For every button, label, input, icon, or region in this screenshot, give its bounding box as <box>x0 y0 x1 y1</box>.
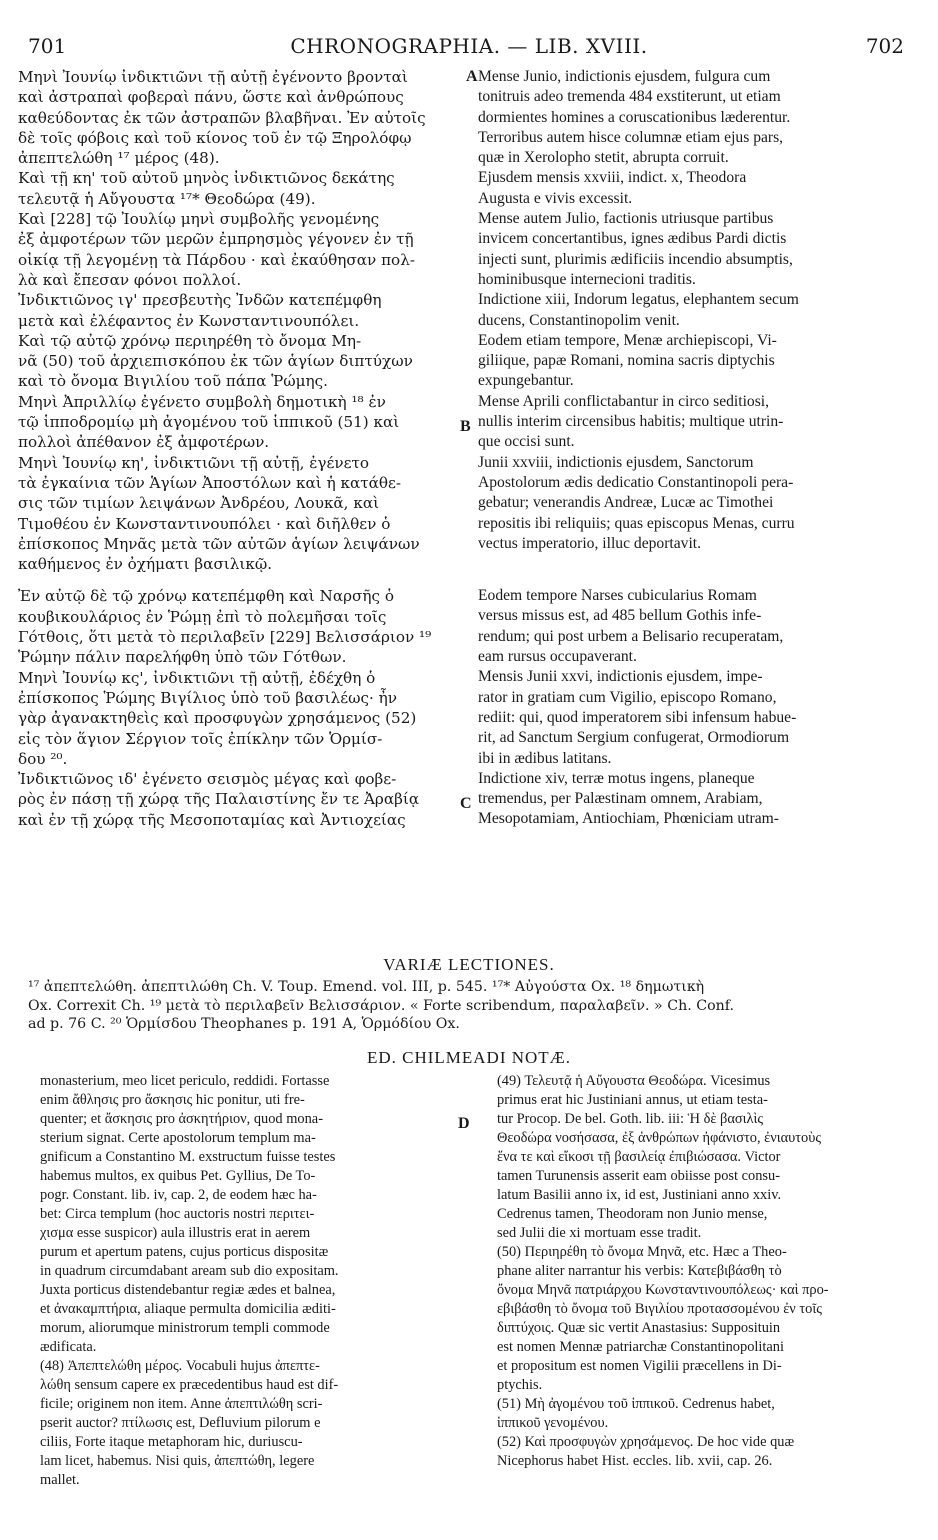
greek-line: Ἰνδικτιῶνος ιδ' ἐγένετο σεισμὸς μέγας καὶ φοβε- <box>18 770 397 789</box>
note-line: latum Basilii anno ix, id est, Justiniani anno xxiv. <box>497 1187 782 1203</box>
note-line: purum et apertum patens, cujus porticus dispositæ <box>40 1244 329 1260</box>
note-line: Θεοδώρα νοσήσασα, ἐξ ἀνθρώπων ἠφάνιστο, ἐνιαυτοὺς <box>497 1130 822 1146</box>
latin-line: nullis interim circensibus habitis; multique utrin- <box>478 413 784 431</box>
running-header <box>0 34 938 60</box>
note-line: sterium signat. Certe apostolorum templum ma- <box>40 1130 316 1146</box>
greek-line: ἀπεπτελώθη ¹⁷ μέρος (48). <box>18 149 220 168</box>
variant-line: ¹⁷ ἀπεπτελώθη. ἀπεπτιλώθη Ch. V. Toup. Emend. vol. III, p. 545. ¹⁷* Αὐγούστα Ox. ¹⁸ δημωτικὴ <box>28 979 705 995</box>
greek-text-column <box>18 67 472 830</box>
note-line: εβιβάσθη τὸ ὄνομα τοῦ Βιγιλίου προτασσομένου ἐν τοῖς <box>497 1301 822 1317</box>
latin-line: Mense Junio, indictionis ejusdem, fulgura cum <box>478 68 771 85</box>
notes-right-column <box>497 1072 917 1471</box>
greek-line: Μηνὶ Ἰουνίῳ κς', ἰνδικτιῶνι τῇ αὐτῇ, ἐδέχθη ὁ <box>18 668 376 687</box>
latin-line: Mensis Junii xxvi, indictionis ejusdem, impe- <box>478 668 763 686</box>
latin-line: expungebantur. <box>478 372 574 390</box>
variae-lectiones <box>28 978 918 1034</box>
latin-text-column <box>478 67 916 830</box>
latin-line: rator in gratiam cum Vigilio, episcopo Romano, <box>478 688 777 706</box>
note-line: monasterium, meo licet periculo, reddidi. Fortasse <box>40 1073 330 1089</box>
note-line: pogr. Constant. lib. iv, cap. 2, de eodem hæc ha- <box>40 1187 317 1203</box>
note-line: pserit auctor? πτίλωσις est, Defluvium pilorum e <box>40 1415 321 1431</box>
latin-line: Ejusdem mensis xxviii, indict. x, Theodora <box>478 169 747 187</box>
latin-line: ibi in ædibus latitans. <box>478 749 612 767</box>
greek-line: καὶ ἀστραπαὶ φοβεραὶ πάνυ, ὥστε καὶ ἀνθρώπους <box>18 88 404 107</box>
latin-line: Apostolorum ædis dedicatio Constantinopoli pera- <box>478 473 794 491</box>
greek-line: Ἐν αὐτῷ δὲ τῷ χρόνῳ κατεπέμφθη καὶ Ναρσῆς ὁ <box>18 587 394 606</box>
greek-line: καθήμενος ἐν ὀχήματι βασιλικῷ. <box>18 555 273 574</box>
greek-line: δου ²⁰. <box>18 749 68 768</box>
greek-line: γὰρ ἀγανακτηθεὶς καὶ προσφυγὼν χρησάμενος (52) <box>18 709 417 728</box>
latin-line: tonitruis adeo tremenda 484 exstiterunt, ut etiam <box>478 88 781 106</box>
greek-line: σις τῶν τιμίων λειψάνων Ἀνδρέου, Λουκᾶ, καὶ <box>18 494 380 513</box>
margin-marker-c: C <box>460 795 472 812</box>
greek-line: πολλοὶ ἀπέθανον ἐξ ἀμφοτέρων. <box>18 433 270 452</box>
note-line: ἕνα τε καὶ εἴκοσι τῇ βασιλείᾳ ἐπιβιώσασα. Victor <box>497 1149 781 1165</box>
greek-line: τελευτᾷ ἡ Αὔγουστα ¹⁷* Θεοδώρα (49). <box>18 189 316 208</box>
greek-line: νᾶ (50) τοῦ ἀρχιεπισκόπου ἐκ τῶν ἁγίων διπτύχων <box>18 352 413 371</box>
latin-line: hominibusque internecioni traditis. <box>478 270 696 288</box>
greek-line: ἐπίσκοπος Μηνᾶς μετὰ τῶν αὐτῶν ἁγίων λειψάνων <box>18 534 420 553</box>
latin-line: repositis ibi reliquiis; quas episcopus Menas, curru <box>478 514 795 532</box>
greek-line: Γότθοις, ὅτι μετὰ τὸ περιλαβεῖν [229] Βελισσάριον ¹⁹ <box>18 628 432 647</box>
margin-marker-d: D <box>458 1115 470 1132</box>
note-line: (52) Καὶ προσφυγὼν χρησάμενος. De hoc vide quæ <box>497 1434 795 1450</box>
latin-line: rit, ad Sanctum Sergium confugerat, Ormodiorum <box>478 729 790 747</box>
latin-line: Augusta e vivis excessit. <box>478 189 633 207</box>
note-line: (51) Μὴ ἀγομένου τοῦ ἱππικοῦ. Cedrenus habet, <box>497 1396 775 1412</box>
latin-line: Mense autem Julio, factionis utriusque partibus <box>478 210 774 228</box>
latin-line: Eodem etiam tempore, Menæ archiepiscopi, Vi- <box>478 331 777 349</box>
latin-line: Mesopotamiam, Antiochiam, Phœniciam utram- <box>478 810 779 828</box>
notae-heading: ED. CHILMEADI NOTÆ. <box>366 1048 572 1067</box>
note-line: mallet. <box>40 1472 80 1488</box>
greek-line: Ἰνδικτιῶνος ιγ' πρεσβευτὴς Ἰνδῶν κατεπέμφθη <box>18 291 382 310</box>
note-line: ὄνομα Μηνᾶ πατριάρχου Κωνσταντινουπόλεως· καὶ προ- <box>497 1282 829 1298</box>
greek-line: τῷ ἱπποδρομίῳ μὴ ἀγομένου τοῦ ἱππικοῦ (51) καὶ <box>18 413 400 432</box>
greek-line: Μηνὶ Ἰουνίῳ ἰνδικτιῶνι τῇ αὐτῇ ἐγένοντο βρονταὶ <box>18 68 408 86</box>
note-line: lam licet, habemus. Nisi quis, ἀπεπτώθη, legere <box>40 1453 315 1469</box>
greek-line: ἐπίσκοπος Ῥώμης Βιγίλιος ὑπὸ τοῦ βασιλέως· ἦν <box>18 688 397 707</box>
page-number-left: 701 <box>28 34 67 58</box>
margin-marker-b: B <box>460 418 471 435</box>
latin-line: injecti sunt, plurimis ædificiis incendio absumptis, <box>478 250 793 268</box>
note-line: Cedrenus tamen, Theodoram non Junio mense, <box>497 1206 768 1222</box>
greek-line: Καὶ τῇ κη' τοῦ αὐτοῦ μηνὸς ἰνδικτιῶνος δεκάτης <box>18 169 395 188</box>
greek-line: μετὰ καὶ ἐλέφαντος ἐν Κωνσταντινουπόλει. <box>18 311 360 330</box>
note-line: χισμα esse suspicor) aula illustris erat in aerem <box>40 1225 311 1241</box>
latin-line: tremendus, per Palæstinam omnem, Arabiam, <box>478 790 763 808</box>
notes-left-column <box>40 1072 472 1490</box>
latin-line: rediit: qui, quod imperatorem sibi infensum habue- <box>478 708 797 726</box>
note-line: ædificata. <box>40 1339 97 1355</box>
note-line: gnificum a Constantino M. exstructum fuisse testes <box>40 1149 336 1165</box>
note-line: bet: Circa templum (hoc auctoris nostri περιτει- <box>40 1206 315 1222</box>
latin-line: rendum; qui post urbem a Belisario recuperatam, <box>478 627 784 645</box>
note-line: ptychis. <box>497 1377 543 1393</box>
greek-line: κουβικουλάριος ἐν Ῥώμῃ ἐπὶ τὸ πολεμῆσαι τοῖς <box>18 607 387 626</box>
greek-line: Τιμοθέου ἐν Κωνσταντινουπόλει · καὶ διῆλθεν ὁ <box>18 514 391 533</box>
note-line: ἱππικοῦ γενομένου. <box>497 1415 609 1431</box>
note-line: phane aliter narrantur his verbis: Κατεβιβάσθη τὸ <box>497 1263 782 1279</box>
greek-line: καὶ ἐν τῇ χώρᾳ τῆς Μεσοποταμίας καὶ Ἀντιοχείας <box>18 810 406 829</box>
variae-lectiones-heading: VARIÆ LECTIONES. <box>383 955 555 974</box>
latin-line: Indictione xiv, terræ motus ingens, planeque <box>478 769 755 787</box>
greek-line: Μηνὶ Ἀπριλλίῳ ἐγένετο συμβολὴ δημοτικὴ ¹⁸ ἐν <box>18 392 386 411</box>
latin-line: que occisi sunt. <box>478 433 575 451</box>
latin-line: Junii xxviii, indictionis ejusdem, Sanctorum <box>478 453 754 471</box>
note-line: διπτύχοις. Quæ sic vertit Anastasius: Supposituin <box>497 1320 781 1336</box>
latin-line: ducens, Constantinopolim venit. <box>478 311 680 329</box>
greek-line: Ῥώμην πάλιν παρελήφθη ὑπὸ τῶν Γότθων. <box>18 648 347 667</box>
margin-marker-a: A <box>466 68 478 85</box>
variant-line: Ox. Correxit Ch. ¹⁹ μετὰ τὸ περιλαβεῖν Βελισσάριον. « Forte scribendum, παραλαβεῖν. » Ch. Conf. <box>28 997 735 1014</box>
latin-line: giliique, papæ Romani, nomina sacris diptychis <box>478 352 775 370</box>
note-line: (50) Περιηρέθη τὸ ὄνομα Μηνᾶ, etc. Hæc a Theo- <box>497 1244 787 1260</box>
note-line: morum, aliorumque ministrorum templi commode <box>40 1320 330 1336</box>
note-line: sed Julii die xi mortuam esse tradit. <box>497 1225 702 1241</box>
greek-line: δὲ τοῖς φόβοις καὶ τοῦ κίονος τοῦ ἐν τῷ Ξηρολόφῳ <box>18 128 412 147</box>
note-line: Nicephorus habet Hist. eccles. lib. xvii, cap. 26. <box>497 1453 773 1469</box>
note-line: et propositum est nomen Vigilii præcellens in Di- <box>497 1358 782 1374</box>
note-line: primus erat hic Justiniani annus, ut etiam testa- <box>497 1092 768 1108</box>
greek-line: καὶ τὸ ὄνομα Βιγιλίου τοῦ πάπα Ῥώμης. <box>18 372 328 391</box>
greek-line: εἰς τὸν ἅγιον Σέργιον τοῖς ἐπίκλην τῶν Ὁρμίσ- <box>18 729 383 748</box>
note-line: tur Procop. De bel. Goth. lib. iii: Ἡ δὲ βασιλὶς <box>497 1111 764 1127</box>
variant-line: ad p. 76 C. ²⁰ Ὁρμίσδου Theophanes p. 191 A, Ὁρμόδίου Ox. <box>28 1016 460 1032</box>
greek-line: Καὶ τῷ αὐτῷ χρόνῳ περιηρέθη τὸ ὄνομα Μη- <box>18 331 362 350</box>
latin-line: dormientes homines a coruscationibus læderentur. <box>478 108 791 126</box>
greek-line: οἰκίᾳ τῇ λεγομένῃ τὰ Πάρδου · καὶ ἐκαύθησαν πολ- <box>18 250 415 269</box>
note-line: tamen Turunensis asserit eam obiisse post consu- <box>497 1168 780 1184</box>
note-line: enim ἄθλησις pro ἄσκησις hic ponitur, uti fre- <box>40 1092 305 1108</box>
note-line: et ἀνακαμπτήρια, aliaque permulta domicilia æditi- <box>40 1301 336 1317</box>
greek-line: ἐξ ἀμφοτέρων τῶν μερῶν ἐμπρησμὸς γέγονεν ἐν τῇ <box>18 230 414 249</box>
note-line: ciliis, Forte itaque metaphoram hic, duriuscu- <box>40 1434 303 1450</box>
page-number-right: 702 <box>865 34 904 58</box>
latin-line: invicem concertantibus, ignes ædibus Pardi dictis <box>478 230 787 248</box>
note-line: (49) Τελευτᾷ ἡ Αὔγουστα Θεοδώρα. Vicesimus <box>497 1073 771 1089</box>
latin-line: versus missus est, ad 485 bellum Gothis infe- <box>478 607 762 625</box>
latin-line: Mense Aprili conflictabantur in circo seditiosi, <box>478 392 770 410</box>
greek-line: καθεύδοντας ἐκ τῶν ἀστραπῶν βλαβῆναι. Ἐν αὐτοῖς <box>18 108 426 127</box>
greek-line: ρὸς ἐν πάσῃ τῇ χώρᾳ τῆς Παλαιστίνης ἔν τε Ἀραβίᾳ <box>18 790 420 809</box>
note-line: (48) Ἀπεπτελώθη μέρος. Vocabuli hujus ἀπεπτε- <box>40 1358 320 1374</box>
latin-line: eam rursus occupaverant. <box>478 648 637 666</box>
note-line: est nomen Mennæ patriarchæ Constantinopolitani <box>497 1339 784 1355</box>
greek-line: λὰ καὶ ἔπεσαν φόνοι πολλοί. <box>18 270 242 289</box>
latin-line: Indictione xiii, Indorum legatus, elephantem secum <box>478 291 799 309</box>
latin-line: Eodem tempore Narses cubicularius Romam <box>478 587 757 605</box>
note-line: habemus multos, ex quibus Pet. Gyllius, De To- <box>40 1168 316 1184</box>
greek-line: Καὶ [228] τῷ Ἰουλίῳ μηνὶ συμβολῆς γενομένης <box>18 210 380 229</box>
greek-line: Μηνὶ Ἰουνίῳ κη', ἰνδικτιῶνι τῇ αὐτῇ, ἐγένετο <box>18 453 370 472</box>
note-line: in quadrum circumdabant aream sub dio expositam. <box>40 1263 339 1279</box>
note-line: quenter; et ἄσκησις pro ἀσκητήριον, quod mona- <box>40 1111 323 1127</box>
running-title: CHRONOGRAPHIA. — LIB. XVIII. <box>290 34 648 58</box>
greek-line: τὰ ἐγκαίνια τῶν Ἁγίων Ἀποστόλων καὶ ἡ κατάθε- <box>18 473 402 492</box>
note-line: ficile; originem non item. Anne ἀπεπτιλώθη scri- <box>40 1396 323 1412</box>
note-line: λώθη sensum capere ex præcedentibus haud est dif- <box>40 1377 339 1393</box>
note-line: Juxta porticus distendebantur regiæ ædes et balnea, <box>40 1282 336 1298</box>
latin-line: vectus imperatorio, illuc deportavit. <box>478 534 702 552</box>
latin-line: gebatur; venerandis Andreæ, Lucæ ac Timothei <box>478 494 774 512</box>
latin-line: Terroribus autem hisce columnæ etiam ejus pars, <box>478 128 784 146</box>
latin-line: quæ in Xerolopho stetit, abrupta corruit. <box>478 149 729 167</box>
